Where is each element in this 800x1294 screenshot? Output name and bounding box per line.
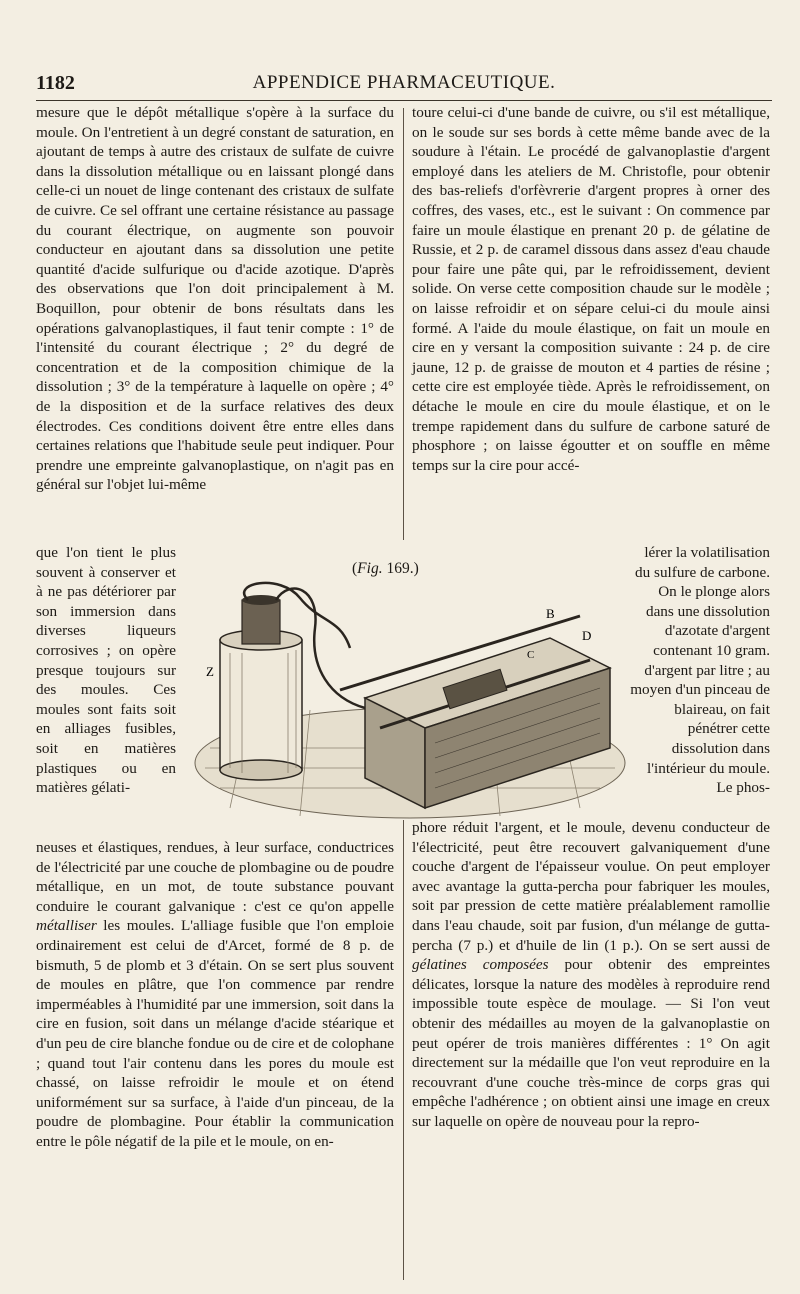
running-title: APPENDICE PHARMACEUTIQUE.: [252, 72, 556, 93]
text-run: neuses et élastiques, rendues, à leur surface, conductrices de l'électricité par une couche de plombagine ou de poudre métallique, en un mot, de toute substance pouvant conduire le courant galvanique : c'est ce qu'on appelle: [36, 839, 394, 915]
figure-169-illustration: [190, 578, 630, 828]
emphasis: gélatines composées: [412, 956, 549, 974]
figure-label-c: C: [527, 649, 535, 661]
caption-prefix: (: [352, 560, 358, 577]
text-run: phore réduit l'argent, et le moule, devenu conducteur de l'électricité, peut être recouvert galvaniquement d'une couche d'argent de l'épaisseur voulue. On peut employer avec avantage la gutta-percha pour fabriquer les moules, soit par pression de cette matière préalablement ramollie dans l'eau chaude, soit par fusion, d'un mélange de gutta-percha (7 p.) et d'huile de lin (1 p.). On se sert aussi de: [412, 819, 770, 954]
figure-label-z: Z: [206, 664, 214, 679]
figure-label-d: D: [582, 628, 592, 643]
column-divider: [403, 820, 404, 1280]
paragraph: que l'on tient le plus souvent à conserver et à ne pas détériorer par son immersion dans diverses liqueurs corrosives ; on opère presque toujours sur des moules. Ces moules sont faits soit en alliages fusibles, soit en matières plastiques ou en matières gélati-: [36, 544, 176, 797]
left-column-top: [36, 103, 394, 495]
column-divider: [403, 108, 404, 540]
paragraph: toure celui-ci d'une bande de cuivre, ou s'il est métallique, on le soude sur ses bords à cette même bande avec de la soudure à l'étain. Le procédé de galvanoplastie d'argent employé dans les ateliers de M. Christofle, pour obtenir des bas-reliefs d'orfèvrerie d'argent propres à orner des coffres, des vases, etc., est le suivant : On commence par faire un moule élastique en prenant 20 p. de gélatine de Russie, et 2 p. de caramel dissous dans assez d'eau chaude pour faire une pâte qui, par le refroidissement, devient solide. On verse cette composition chaude sur le modèle ; on laisse refroidir et on sépare celui-ci du moule ainsi formé. A l'aide du moule élastique, on fait un moule en cire en y versant la composition suivante : 24 p. de cire jaune, 12 p. de graisse de mouton et 4 parties de résine ; cette cire est employée tiède. Après le refroidissement, on détache le moule en cire du moule élastique, et on le trempe rapidement dans du sulfure de carbone saturé de phosphore ; on laisse égoutter et on souffle en même temps sur la cire pour accé-: [412, 104, 770, 474]
figure-caption: [352, 560, 419, 578]
right-column-top: [412, 103, 770, 475]
left-column-bottom: [36, 838, 394, 1152]
right-column-bottom: [412, 818, 770, 1132]
caption-number: 169.): [382, 560, 419, 577]
page-number: 1182: [36, 72, 75, 94]
emphasis: métalliser: [36, 917, 97, 935]
paragraph: [36, 838, 394, 1152]
left-column-narrow: [36, 543, 176, 798]
paragraph: lérer la volatilisation du sulfure de carbone. On le plonge alors dans une dissolution d'azotate d'argent contenant 10 gram. d'argent par litre ; au moyen d'un pinceau de blaireau, on fait pénétrer cette dissolution dans l'intérieur du moule. Le phos-: [630, 544, 770, 797]
paragraph: [412, 818, 770, 1132]
page-header: [36, 70, 772, 101]
paragraph: mesure que le dépôt métallique s'opère à la surface du moule. On l'entretient à un degré constant de saturation, en ajoutant de temps à autre des cristaux de sulfate de cuivre dans la dissolution métallique ou en laissant plongé dans celle-ci un nouet de linge contenant des cristaux de sulfate de cuivre. Ce sel offrant une certaine résistance au passage du courant électrique, on augmente son pouvoir conducteur en ajoutant dans sa dissolution une petite quantité d'acide sulfurique ou d'acide azotique. D'après des observations que l'on doit principalement à M. Boquillon, pour obtenir de bons résultats dans les opérations galvanoplastiques, il faut tenir compte : 1° de l'intensité du courant électrique ; 2° du degré de concentration et de la composition chimique de la dissolution ; 3° de la température à laquelle on opère ; 4° de la disposition et de la surface relatives des deux électrodes. Ces conditions doivent être entre elles dans certaines relations que l'habitude seule peut indiquer. Pour prendre une empreinte galvanoplastique, on n'agit pas en général sur l'objet lui-même: [36, 104, 394, 494]
figure-label-b: B: [546, 606, 555, 621]
caption-label: Fig.: [357, 560, 383, 577]
text-run: pour obtenir des empreintes délicates, lorsque la nature des modèles à reproduire rend impossible toute espèce de moulage. — Si l'on veut obtenir des médailles au moyen de la galvanoplastie on peut opérer de trois manières différentes : 1° On agit directement sur la médaille que l'on veut reproduire en la recouvrant d'une couche très-mince de corps gras qui empêche l'adhérence ; on obtient ainsi une image en creux sur laquelle on opère de nouveau pour la repro-: [412, 956, 771, 1130]
right-column-narrow: [628, 543, 770, 798]
text-run: les moules. L'alliage fusible que l'on emploie ordinairement est celui de d'Arcet, formé de 8 p. de bismuth, 5 de plomb et 3 d'étain. On se sert plus souvent de moules en plâtre, que l'on commence par rendre imperméables à l'humidité par une immersion, soit dans la cire en fusion, soit dans un mélange d'acide stéarique et d'un peu de cire blanche fondue ou de cire et de colophane ; quand tout l'air contenu dans les pores du moule est chassé, on laisse refroidir le moule et on étend uniformément sur sa surface, à l'aide d'un pinceau, de la poudre de plombagine. Pour établir la communication entre le pôle négatif de la pile et le moule, on en-: [36, 917, 394, 1150]
